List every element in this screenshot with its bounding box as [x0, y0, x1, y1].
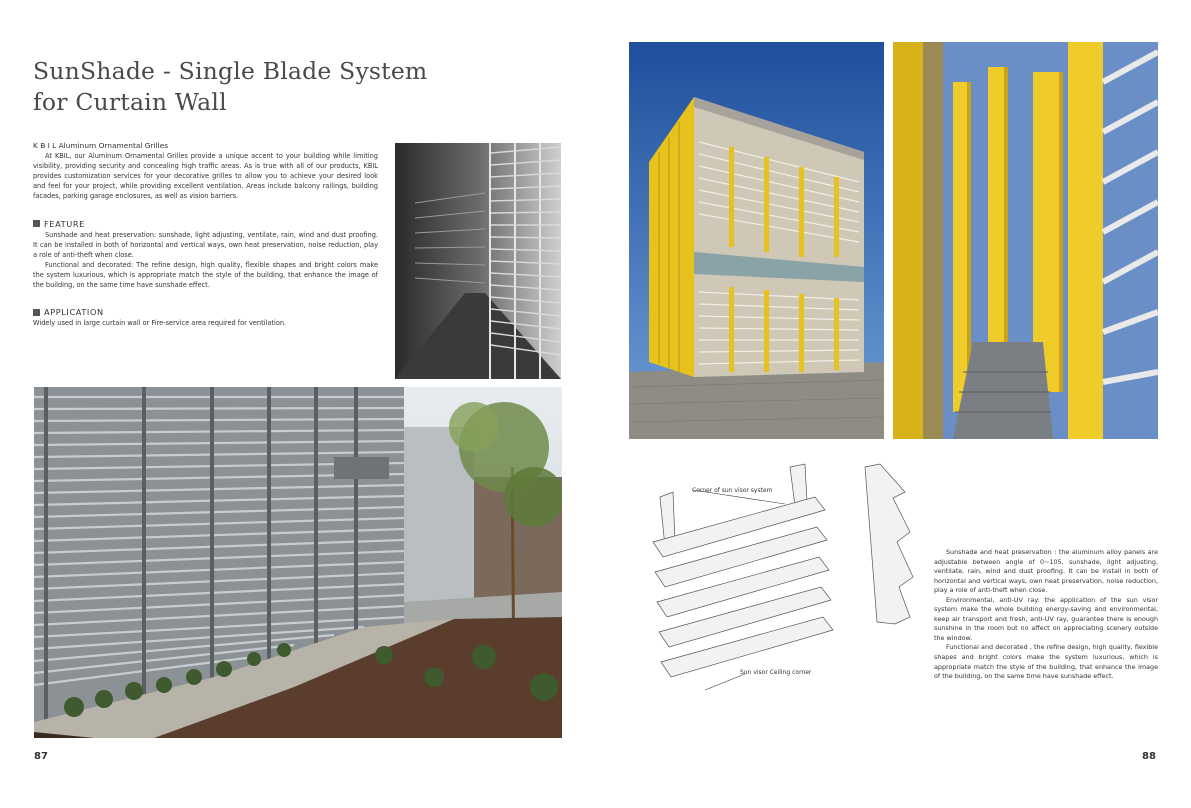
title-line-1: SunShade - Single Blade System — [33, 57, 428, 85]
subheading: K B I L Aluminum Ornamental Grilles — [33, 141, 169, 150]
application-heading-label: APPLICATION — [44, 307, 104, 318]
title-line-2: for Curtain Wall — [33, 88, 227, 116]
page-title — [33, 56, 503, 118]
bullet-square-icon — [33, 309, 40, 316]
feature-heading-label: FEATURE — [44, 218, 85, 229]
page-number-left: 87 — [34, 751, 48, 762]
facade-garden-photo — [34, 387, 562, 738]
application-heading — [33, 307, 378, 317]
feature-paragraph-1: Sunshade and heat preservation: sunshade, light adjusting, ventilate, rain, wind and dust proofing. It can be installed in both of horizontal and vertical ways, own heat preservation, noise reduction, play a role of anti-theft when close. — [33, 230, 378, 259]
page-number-right: 88 — [1142, 751, 1156, 762]
diagram-label-bottom: Sun visor Ceiling corner — [740, 669, 812, 676]
left-text-column — [33, 141, 378, 328]
bullet-square-icon — [33, 220, 40, 227]
right-paragraph-1: Sunshade and heat preservation : the aluminum alloy panels are adjustable between angle of 0~105, sunshade, light adjusting, ventilate, rain, wind and dust proofing. It can be install in both of horizontal and vertical ways, own heat preservation, noise reduction, play a role of anti-theft when close. — [934, 548, 1158, 595]
application-paragraph: Widely used in large curtain wall or Fire-service area required for ventilation. — [33, 319, 287, 328]
diagram-label-top: Corner of sun visor system — [692, 487, 773, 494]
feature-paragraph-2: Functional and decorated: The refine design, high quality, flexible shapes and bright colors make the system luxurious, which is appropriate match the style of the building, that enhance the image of the building, on the same time have sunshade effect. — [33, 260, 378, 290]
yellow-louver-closeup-photo — [893, 42, 1158, 439]
corridor-louver-photo — [395, 143, 561, 379]
right-paragraph-2: Environmental, anti-UV ray: the application of the sun visor system make the whole building energy-saving and environmental, keep air transport and fresh, anti-UV ray, guarantee there is enough sunshine in the room but no affect on appreciating scenery outside the window. — [934, 595, 1158, 642]
right-text-column — [934, 548, 1158, 682]
right-paragraph-3: Functional and decorated , the refine design, high quality, flexible shapes and bright colors make the system luxurious, which is appropriate match the style of the building, that enhance the image of the building, on the same time have sunshade effect. — [934, 643, 1158, 681]
feature-heading — [33, 219, 378, 229]
yellow-louver-building-photo — [629, 42, 884, 439]
intro-paragraph: At KBIL, our Aluminum Ornamental Grilles provide a unique accent to your building while limiting visibility, providing security and concealing high traffic areas. As is true with all of our products, KBIL provides customization services for your decorative grilles to allow you to achieve your desired look and feel for your project, while providing excellent ventilation. Areas include balcony railings, building facades, parking garage enclosures, as well as vision barriers. — [33, 152, 378, 201]
sun-visor-diagram — [645, 462, 915, 702]
